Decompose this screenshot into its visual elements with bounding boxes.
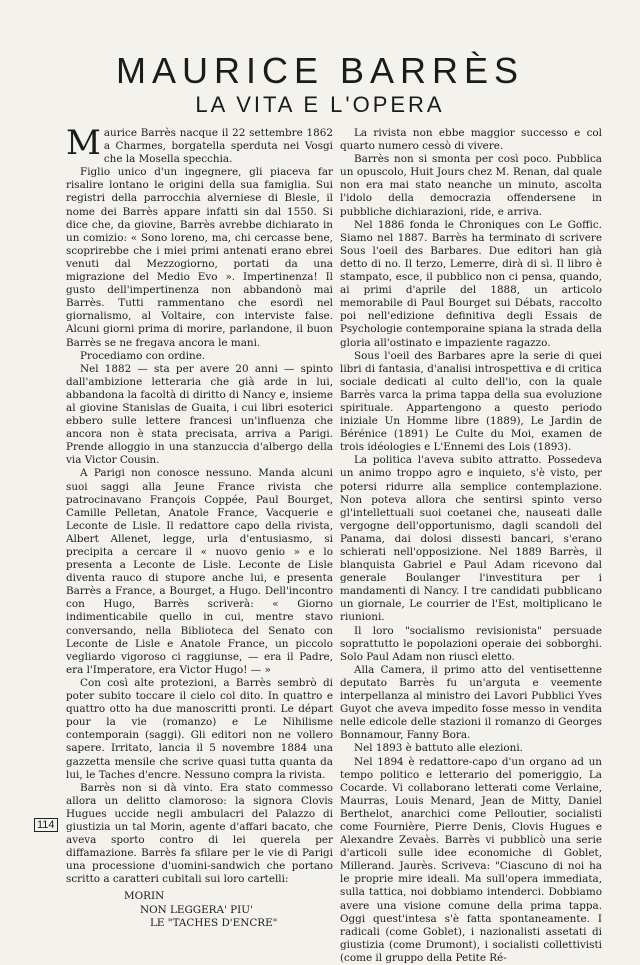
drop-cap: M — [66, 129, 101, 157]
right-column — [340, 127, 602, 965]
page-number: 114 — [34, 818, 58, 832]
paragraph: Sous l'oeil des Barbares apre la serie di quei libri di fantasia, d'analisi introspettiva e di critica sociale dedicati al culto dell'io, con la quale Barrès varca la prima tappa della sua evoluzione spirituale. Appartengono a questo periodo iniziale Un Homme libre (1889), Le Jardin de Bérénice (1891) Le Culte du Moi, examen de trois idéologies e L'Ennemi des Lois (1893). — [340, 350, 602, 455]
left-column — [66, 127, 333, 930]
paragraph: Il loro "socialismo revisionista" persuade soprattutto le popolazioni operaie dei sobborghi. Solo Paul Adam non riuscì eletto. — [340, 625, 602, 664]
sign-line: LE "TACHES D'ENCRE" — [66, 917, 333, 930]
paragraph: Barrès non si dà vinto. Era stato commesso allora un delitto clamoroso: la signora Clovis Hugues uccide negli ambulacri del Palazzo di giustizia un tal Morin, agente d'affari bacato, che aveva sporto contro di lei querela per diffamazione. Barrès fa sfilare per le vie di Parigi una processione d'uomini-sandwich che portano scritto a caratteri cubitali sui loro cartelli: — [66, 782, 333, 887]
paragraph: Barrès non si smonta per così poco. Pubblica un opuscolo, Huit Jours chez M. Renan, dal quale non era mai stato neanche un minuto, ascolta l'idolo della democrazia offendersene in pubbliche dichiarazioni, ride, e arriva. — [340, 153, 602, 218]
article-subtitle: LA VITA E L'OPERA — [0, 92, 640, 118]
paragraph: Nel 1893 è battuto alle elezioni. — [340, 742, 602, 755]
paragraph: Procediamo con ordine. — [66, 350, 333, 363]
paragraph: Alla Camera, il primo atto del ventisettenne deputato Barrès fu un'arguta e veemente interpellanza al ministro dei Lavori Pubblici Yves Guyot che aveva impedito fosse messo in vendita nelle edicole delle stazioni il romanzo di Georges Bonnamour, Fanny Bora. — [340, 664, 602, 743]
sign-text — [66, 890, 333, 929]
paragraph: La rivista non ebbe maggior successo e col quarto numero cessò di vivere. — [340, 127, 602, 153]
paragraph: Nel 1894 è redattore-capo d'un organo ad un tempo politico e letterario del pomeriggio, La Cocarde. Vi collaborano letterati come Verlaine, Maurras, Louis Menard, Jean de Mitty, Daniel Berthelot, anarchici come Pelloutier, socialisti come Fournière, Pierre Denis, Clovis Hugues e Alexandre Zevaès. Barrès vi pubblicò una serie d'articoli sulle idee economiche di Goblet, Millerand. Jaurès. Scriveva: "Ciascuno di noi ha le proprie mire ideali. Ma sull'opera immediata, sulla tattica, noi dobbiamo intenderci. Dobbiamo avere una visione comune della prima tappa. Oggi quest'intesa s'è fatta spontaneamente. I radicali (come Goblet), i nazionalisti assetati di giustizia (come Drumont), i socialisti collettivisti (come il gruppo della Petite Ré- — [340, 756, 602, 965]
paragraph: La politica l'aveva subito attratto. Possedeva un animo troppo agro e inquieto, s'è visto, per potersi ridurre alla semplice contemplazione. Non poteva allora che sentirsi spinto verso gl'intellettuali suoi coetanei che, nauseati dalle vergogne dell'opportunismo, dagli scandoli del Panama, dai dolosi dissesti bancari, s'erano schierati nell'opposizione. Nel 1889 Barrès, il blanquista Gabriel e Paul Adam ricevono dal generale Boulanger l'investitura per i mandamenti di Nancy. I tre candidati pubblicano un giornale, Le courrier de l'Est, moltiplicano le riunioni. — [340, 454, 602, 624]
paragraph: Con così alte protezioni, a Barrès sembrò di poter subito toccare il cielo col dito. In quattro e quattro otto ha due manoscritti pronti. Le départ pour la vie (romanzo) e Le Nihilisme contemporain (saggi). Gli editori non ne vollero sapere. Irritato, lancia il 5 novembre 1884 una gazzetta mensile che scrive quasi tutta quanta da lui, le Taches d'encre. Nessuno compra la rivista. — [66, 677, 333, 782]
sign-line: NON LEGGERA' PIU' — [66, 904, 333, 917]
paragraph: Nel 1882 — sta per avere 20 anni — spinto dall'ambizione letteraria che già arde in lui, abbandona la facoltà di diritto di Nancy e, insieme al giovine Stanislas de Guaita, i cui libri esoterici ebbero sulle lettere francesi un'influenza che ancora non è stata precisata, arriva a Parigi. Prende alloggio in una stanzuccia d'albergo della via Victor Cousin. — [66, 363, 333, 468]
paragraph: Maurice Barrès nacque il 22 settembre 1862 a Charmes, borgatella sperduta nei Vosgi che la Mosella specchia. — [66, 127, 333, 166]
sign-line: MORIN — [66, 890, 333, 903]
article-title: MAURICE BARRÈS — [0, 50, 640, 92]
paragraph: Figlio unico d'un ingegnere, gli piaceva far risalire lontano le origini della sua famiglia. Sui registri della parrocchia alverniese di Blesle, il nome dei Barrès appare infatti sin dal 1550. Si dice che, da giovine, Barrès avrebbe dichiarato in un comizio: « Sono loreno, ma, chi cercasse bene, scoprirebbe che i miei primi antenati erano ebrei venuti dal Mezzogiorno, portati da una migrazione del Medio Evo ». Impertinenza! Il gusto dell'impertinenza non abbandonò mai Barrès. Tutti rammentano che esordì nel giornalismo, al Voltaire, con interviste false. Alcuni giorni prima di morire, parlandone, il buon Barrès se ne fregava ancora le mani. — [66, 166, 333, 349]
paragraph: A Parigi non conosce nessuno. Manda alcuni suoi saggi alla Jeune France rivista che patrocinavano François Coppée, Paul Bourget, Camille Pelletan, Anatole France, Vacquerie e Leconte de Lisle. Il redattore capo della rivista, Albert Allenet, legge, urla d'entusiasmo, si precipita a cercare il « nuovo genio » e lo presenta a Leconte de Lisle. Leconte de Lisle diventa rauco di stupore anche lui, e presenta Barrès a France, a Bourget, a Hugo. Dell'incontro con Hugo, Barrès scriverà: « Giorno indimenticabile quello in cui, mentre stavo conversando, nella Biblioteca del Senato con Leconte de Lisle e Anatole France, un piccolo vegliardo vigoroso ci raggiunse, — era il Padre, era l'Imperatore, era Victor Hugo! — » — [66, 467, 333, 677]
paragraph: Nel 1886 fonda le Chroniques con Le Goffic. Siamo nel 1887. Barrès ha terminato di scrivere Sous l'oeil des Barbares. Due editori han già detto di no. Il terzo, Lemerre, dirà di sì. Il libro è stampato, esce, il pubblico non ci pensa, quando, ai primi d'aprile del 1888, un articolo memorabile di Paul Bourget sui Débats, raccolto poi nell'edizione definitiva degli Essais de Psychologie contemporaine spiana la strada della gloria all'ostinato e impaziente ragazzo. — [340, 219, 602, 350]
